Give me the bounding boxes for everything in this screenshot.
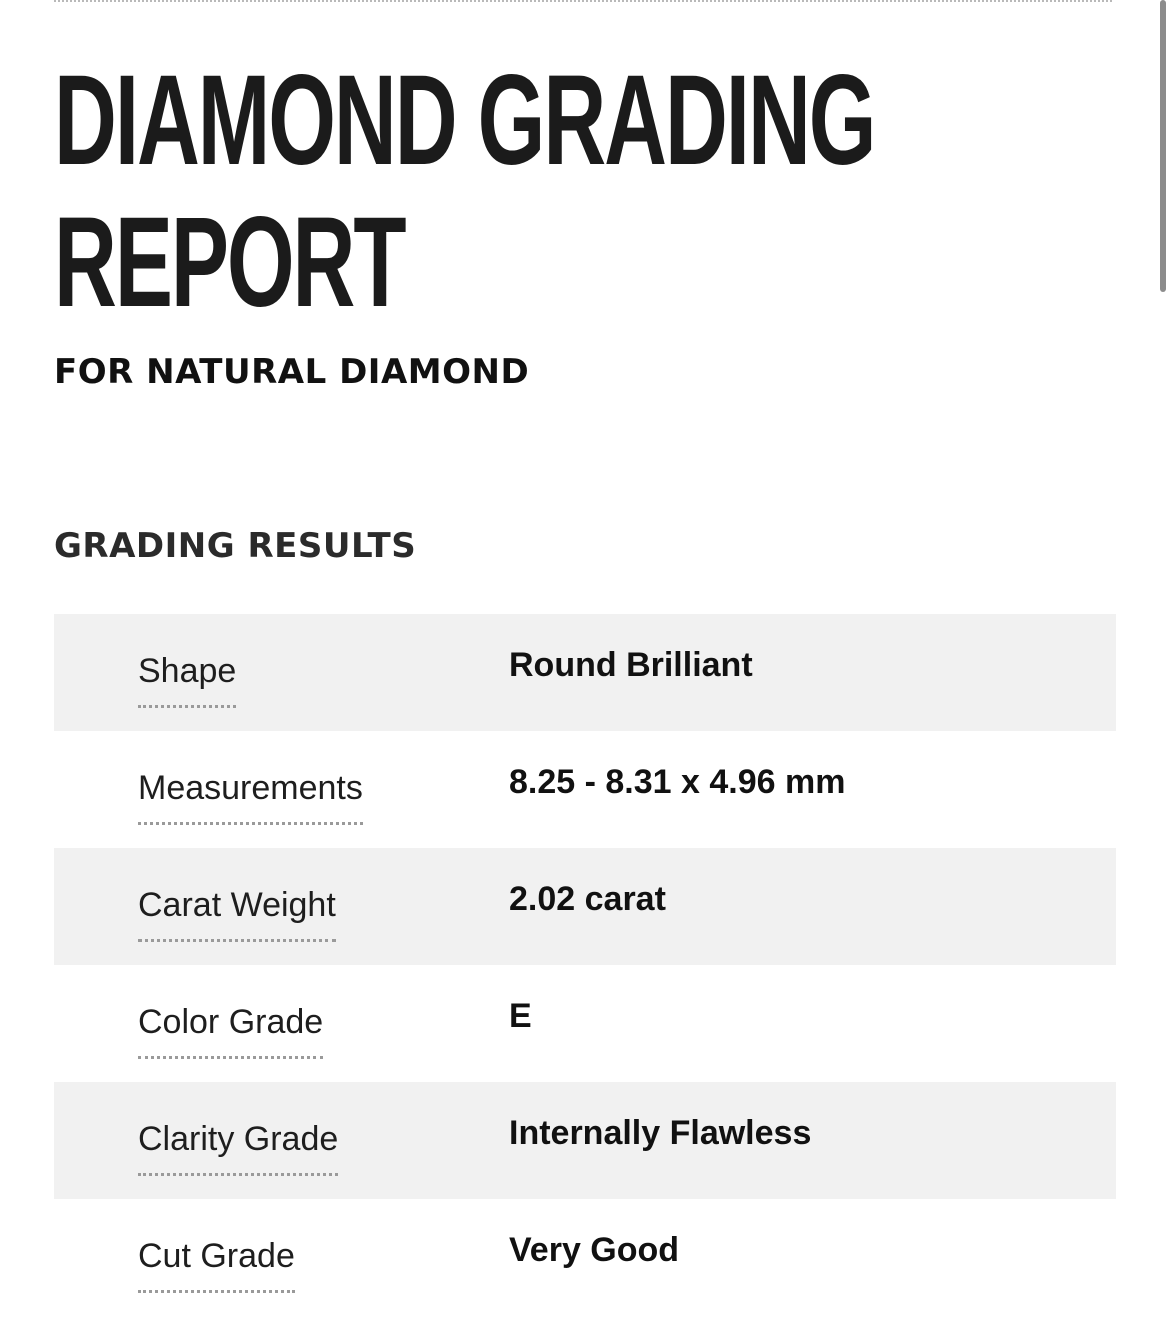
carat-weight-label[interactable]: Carat Weight xyxy=(138,886,336,942)
result-row-carat-weight xyxy=(54,848,1116,965)
page-scrollbar[interactable] xyxy=(1160,0,1166,292)
cut-grade-label[interactable]: Cut Grade xyxy=(138,1237,295,1293)
measurements-label[interactable]: Measurements xyxy=(138,769,363,825)
result-row-shape xyxy=(54,614,1116,731)
shape-value: Round Brilliant xyxy=(509,646,753,684)
page-title-line-1: DIAMOND GRADING xyxy=(54,49,875,192)
page-title xyxy=(54,49,875,334)
carat-weight-value: 2.02 carat xyxy=(509,880,666,918)
grading-results-heading: GRADING RESULTS xyxy=(54,526,417,566)
clarity-grade-value: Internally Flawless xyxy=(509,1114,812,1152)
result-row-color-grade xyxy=(54,965,1116,1082)
result-row-measurements xyxy=(54,731,1116,848)
color-grade-value: E xyxy=(509,997,532,1035)
result-row-clarity-grade xyxy=(54,1082,1116,1199)
measurements-value: 8.25 - 8.31 x 4.96 mm xyxy=(509,763,846,801)
cut-grade-value: Very Good xyxy=(509,1231,680,1269)
top-divider xyxy=(54,0,1112,2)
clarity-grade-label[interactable]: Clarity Grade xyxy=(138,1120,338,1176)
page-title-line-2: REPORT xyxy=(54,191,405,334)
color-grade-label[interactable]: Color Grade xyxy=(138,1003,323,1059)
result-row-cut-grade xyxy=(54,1199,1116,1316)
grading-results-table xyxy=(54,614,1116,1316)
page-subtitle: FOR NATURAL DIAMOND xyxy=(54,352,530,392)
shape-label[interactable]: Shape xyxy=(138,652,236,708)
